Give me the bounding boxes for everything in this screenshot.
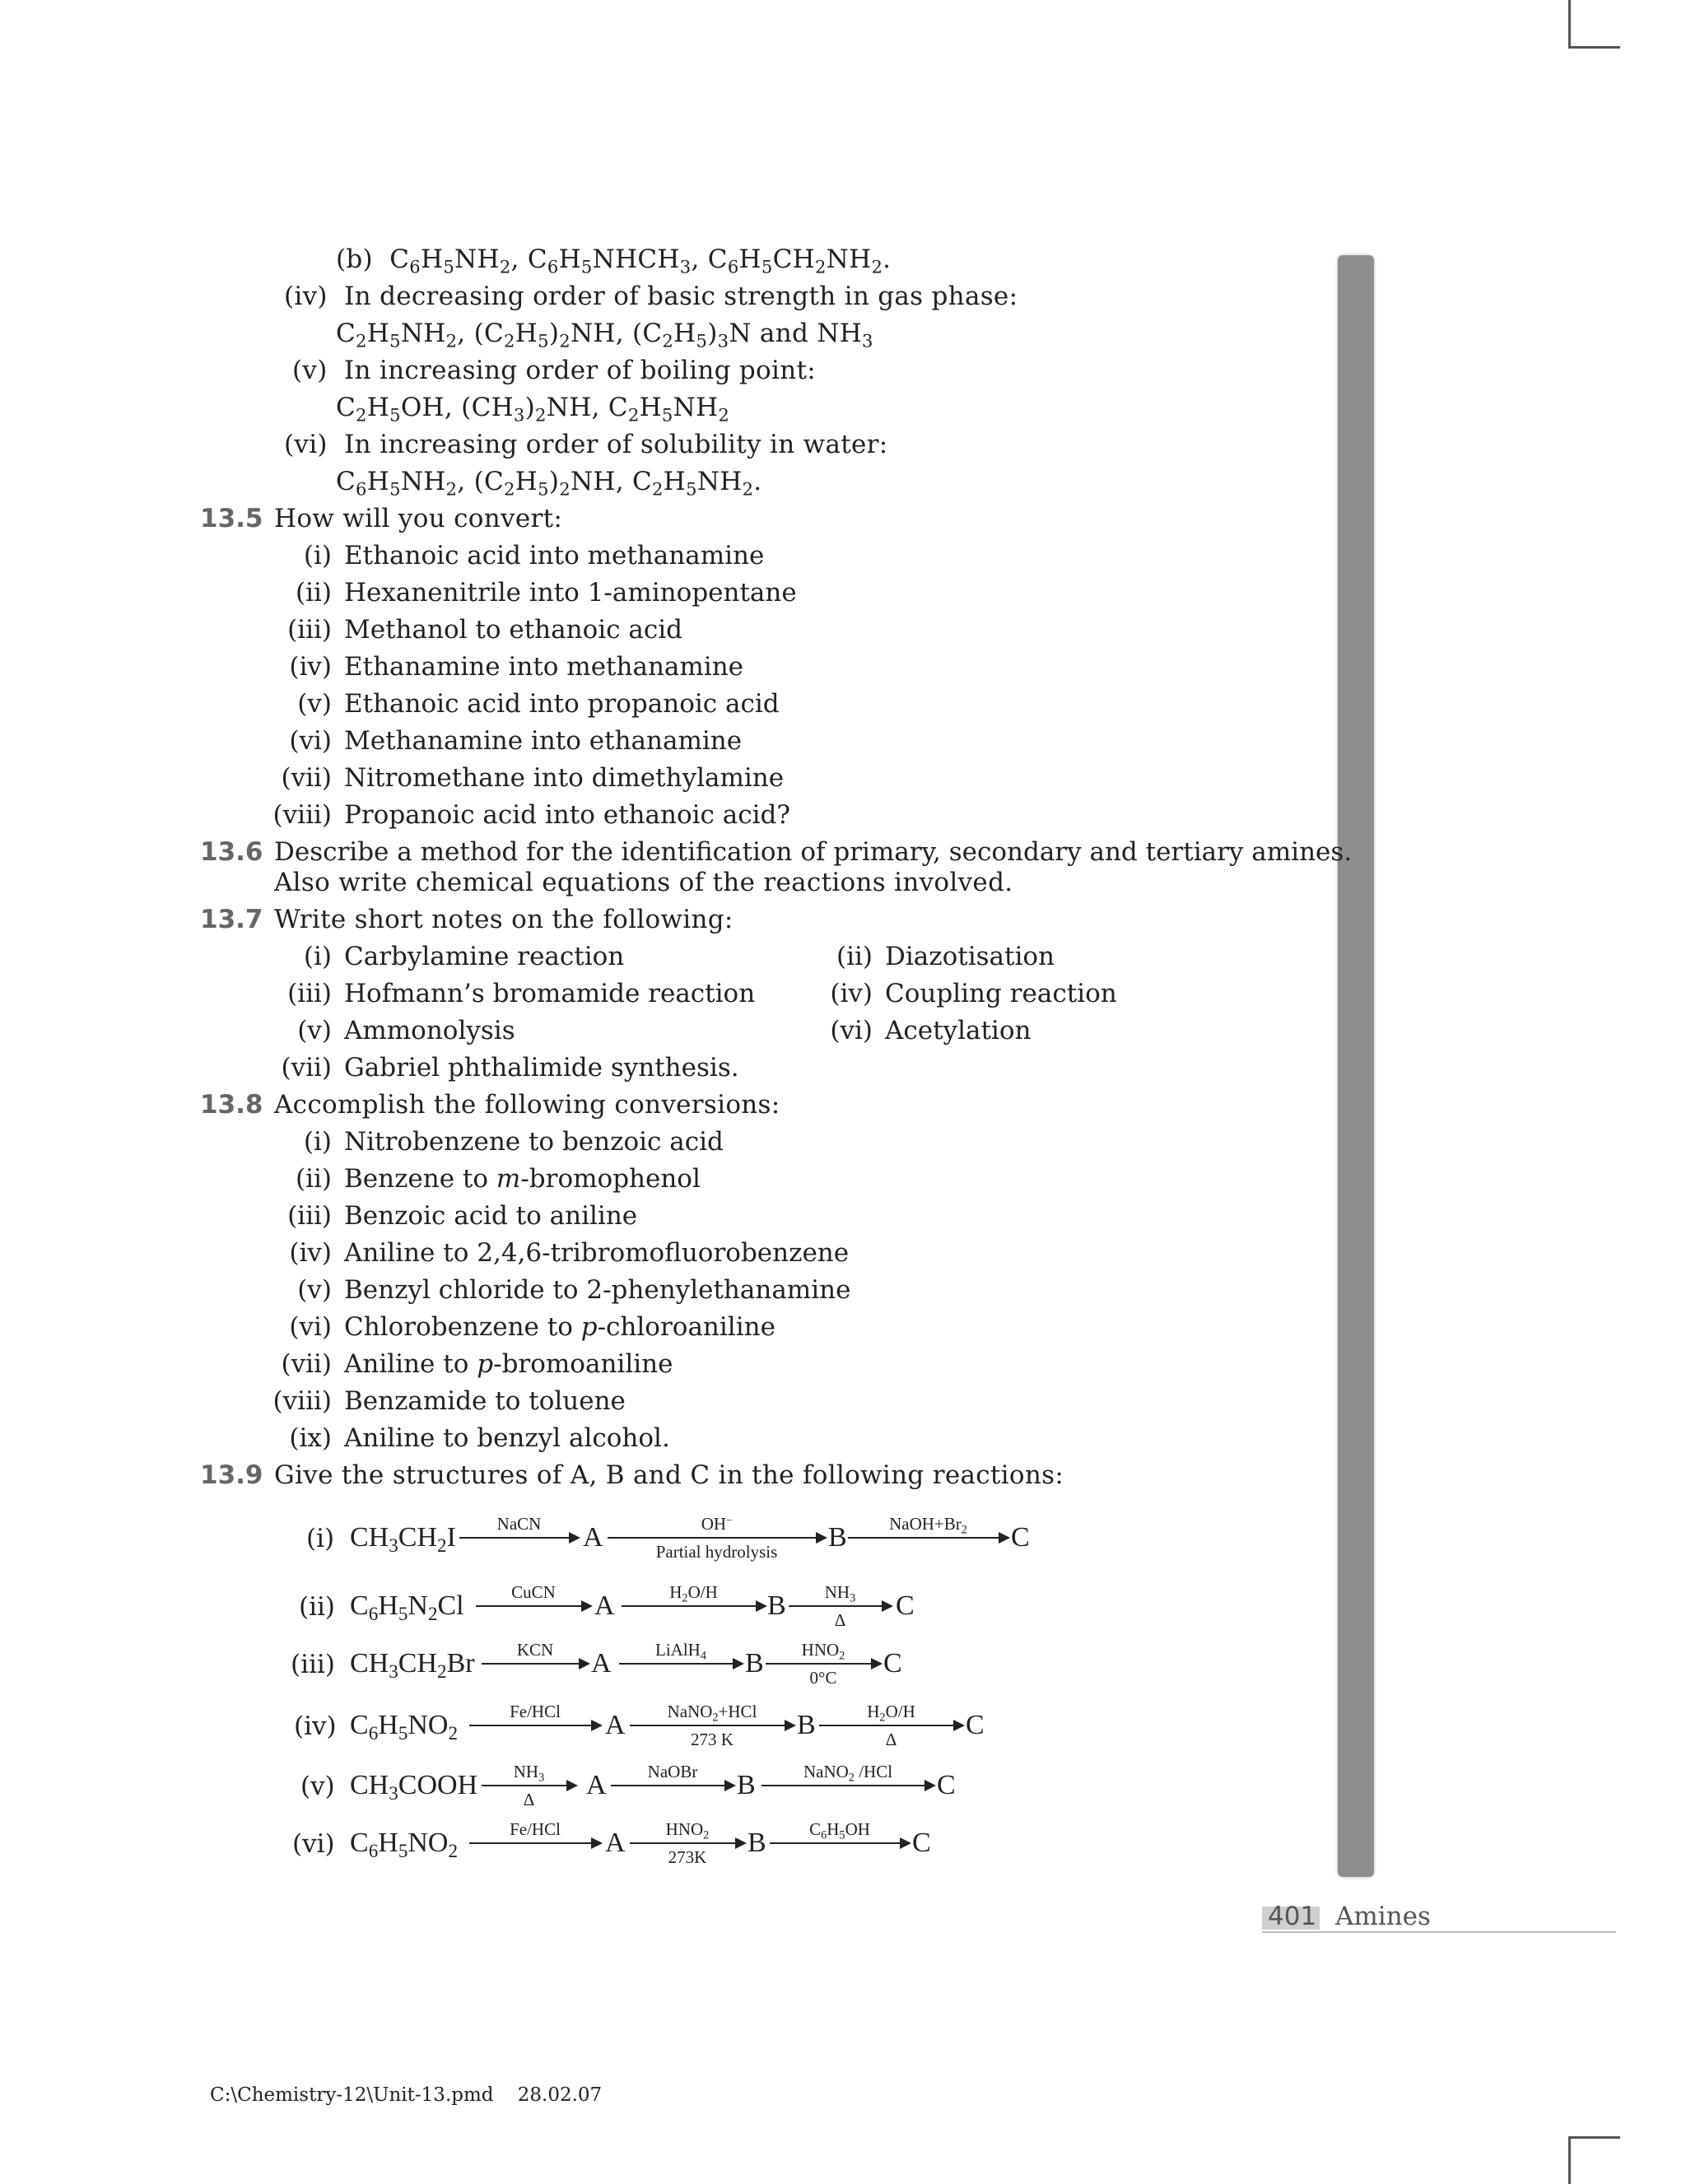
q4-iv-formula: $C_2H_5NH_2$, $(C_2H_5)_2NH$, $(C_2H_5)_3N$ and $NH_3$ bbox=[336, 319, 873, 352]
reagent: NaCN bbox=[496, 1514, 542, 1534]
reagent: $HNO_2$ bbox=[665, 1819, 710, 1842]
item-text: Benzene to m-bromophenol bbox=[344, 1164, 701, 1194]
item-text: Benzyl chloride to 2-phenylethanamine bbox=[344, 1275, 851, 1305]
q4-v-formula: $C_2H_5OH$, $(CH_3)_2NH$, $C_2H_5NH_2$ bbox=[336, 393, 730, 426]
crop-mark-bottom bbox=[1568, 2136, 1620, 2184]
item-text: Nitromethane into dimethylamine bbox=[344, 763, 785, 793]
reagent: NaNO$_2$ /HCl bbox=[803, 1762, 893, 1785]
question-number: 13.7 bbox=[200, 905, 263, 934]
item-text: Nitrobenzene to benzoic acid bbox=[344, 1127, 724, 1157]
question-text: Also write chemical equations of the reactions involved. bbox=[274, 868, 1013, 897]
item-text: Aniline to 2,4,6-tribromofluorobenzene bbox=[344, 1238, 850, 1268]
arrow bbox=[469, 1725, 601, 1726]
reaction-label: (i) bbox=[306, 1524, 335, 1553]
question-title: Accomplish the following conversions: bbox=[274, 1090, 780, 1120]
item-text: Propanoic acid into ethanoic acid? bbox=[344, 800, 790, 830]
arrow bbox=[630, 1725, 794, 1726]
product-c: C bbox=[883, 1648, 902, 1679]
item-text: Acetylation bbox=[885, 1016, 1032, 1045]
reagent: $H_2O/H$ bbox=[867, 1702, 915, 1725]
arrow bbox=[611, 1785, 734, 1786]
condition: 273 K bbox=[691, 1730, 734, 1749]
item-text: Ammonolysis bbox=[344, 1016, 515, 1045]
reactant: $C_6H_5N_2Cl$ bbox=[350, 1590, 464, 1625]
reactant: $C_6H_5NO_2$ bbox=[350, 1828, 459, 1862]
product-a: A bbox=[591, 1648, 612, 1679]
q4-iv-line: (iv) In decreasing order of basic strength in gas phase: bbox=[284, 282, 1018, 311]
q4-b-line: (b) $C_6H_5NH_2$, $C_6H_5NHCH_3$, $C_6H_5CH_2NH_2$. bbox=[336, 244, 892, 277]
item-text: Benzoic acid to aniline bbox=[344, 1201, 638, 1231]
reactant: $CH_3COOH$ bbox=[350, 1770, 478, 1804]
item-label: (ix) bbox=[289, 1423, 332, 1453]
reagent: $NH_3$ bbox=[513, 1762, 545, 1785]
reagent: Fe/HCl bbox=[510, 1819, 561, 1839]
item-text: Gabriel phthalimide synthesis. bbox=[344, 1053, 739, 1083]
item-label: (vii) bbox=[281, 763, 332, 793]
q4-vi-line: (vi) In increasing order of solubility in water: bbox=[284, 430, 888, 459]
product-b: B bbox=[767, 1590, 786, 1621]
product-c: C bbox=[912, 1828, 931, 1858]
margin-bar bbox=[1338, 255, 1374, 1877]
item-label: (ii) bbox=[295, 1164, 332, 1194]
question-title: How will you convert: bbox=[274, 504, 563, 533]
item-label: (ii) bbox=[836, 942, 873, 971]
reaction-label: (v) bbox=[300, 1772, 335, 1801]
product-c: C bbox=[896, 1590, 915, 1621]
arrow bbox=[766, 1663, 881, 1665]
item-text: Aniline to benzyl alcohol. bbox=[344, 1423, 670, 1453]
question-number: 13.5 bbox=[200, 504, 263, 533]
product-b: B bbox=[828, 1522, 847, 1553]
item-label: (i) bbox=[303, 1127, 332, 1157]
item-text: Methanamine into ethanamine bbox=[344, 726, 743, 756]
arrow bbox=[789, 1605, 892, 1607]
product-c: C bbox=[1011, 1522, 1030, 1553]
footer-rule bbox=[1262, 1931, 1616, 1933]
product-b: B bbox=[737, 1770, 756, 1800]
product-a: A bbox=[594, 1590, 615, 1621]
item-text: Diazotisation bbox=[885, 942, 1055, 971]
reagent: OH− bbox=[701, 1514, 733, 1534]
reactant: $CH_3CH_2Br$ bbox=[350, 1648, 475, 1683]
product-b: B bbox=[748, 1828, 766, 1858]
condition: 0°C bbox=[809, 1668, 837, 1688]
arrow bbox=[469, 1842, 601, 1844]
item-label: (i) bbox=[303, 541, 332, 570]
arrow bbox=[459, 1537, 579, 1539]
product-b: B bbox=[797, 1710, 816, 1740]
item-label: (iii) bbox=[287, 979, 332, 1008]
item-label: (v) bbox=[297, 1016, 332, 1045]
item-label: (i) bbox=[303, 942, 332, 971]
item-label: (iv) bbox=[289, 1238, 332, 1268]
product-a: A bbox=[586, 1770, 607, 1800]
condition: 273K bbox=[668, 1847, 707, 1867]
item-label: (vi) bbox=[830, 1016, 873, 1045]
file-path: C:\Chemistry-12\Unit-13.pmd 28.02.07 bbox=[210, 2084, 603, 2106]
reaction-label: (iii) bbox=[291, 1650, 335, 1679]
item-text: Ethanoic acid into methanamine bbox=[344, 541, 765, 570]
arrow bbox=[770, 1842, 910, 1844]
arrow bbox=[761, 1785, 934, 1786]
product-c: C bbox=[937, 1770, 956, 1800]
reactant: $C_6H_5NO_2$ bbox=[350, 1710, 459, 1744]
q4-v-line: (v) In increasing order of boiling point: bbox=[292, 356, 817, 385]
item-label: (vi) bbox=[289, 726, 332, 756]
item-label: (iv) bbox=[289, 652, 332, 682]
arrow bbox=[476, 1605, 591, 1607]
product-a: A bbox=[605, 1828, 626, 1858]
reaction-label: (iv) bbox=[294, 1711, 337, 1741]
arrow bbox=[482, 1785, 576, 1786]
item-label: (ii) bbox=[295, 578, 332, 608]
page-number: 401 bbox=[1268, 1902, 1317, 1931]
product-a: A bbox=[583, 1522, 603, 1553]
condition: Δ bbox=[885, 1730, 897, 1749]
item-text: Hofmann’s bromamide reaction bbox=[344, 979, 756, 1008]
condition: Partial hydrolysis bbox=[655, 1542, 778, 1562]
reagent: KCN bbox=[516, 1640, 554, 1660]
crop-mark-top bbox=[1568, 0, 1620, 49]
reagent: $NH_3$ bbox=[824, 1582, 856, 1605]
item-label: (vii) bbox=[281, 1349, 332, 1379]
reagent: $H_2O/H$ bbox=[669, 1582, 718, 1605]
reagent: $HNO_2$ bbox=[801, 1640, 845, 1663]
item-text: Coupling reaction bbox=[885, 979, 1117, 1008]
question-number: 13.6 bbox=[200, 837, 263, 867]
reaction-label: (vi) bbox=[292, 1829, 335, 1859]
question-number: 13.9 bbox=[200, 1460, 263, 1490]
item-label: (v) bbox=[297, 1275, 332, 1305]
question-text: Describe a method for the identification of primary, secondary and tertiary amines. bbox=[274, 837, 1353, 867]
item-text: Chlorobenzene to p-chloroaniline bbox=[344, 1312, 775, 1342]
reagent: Fe/HCl bbox=[510, 1702, 561, 1721]
product-a: A bbox=[605, 1710, 626, 1740]
arrow bbox=[482, 1663, 589, 1665]
arrow bbox=[622, 1605, 766, 1607]
reagent: $NaOH+Br_2$ bbox=[889, 1514, 967, 1537]
item-label: (viii) bbox=[272, 800, 332, 830]
arrow bbox=[848, 1537, 1008, 1539]
item-label: (vi) bbox=[289, 1312, 332, 1342]
item-text: Carbylamine reaction bbox=[344, 942, 625, 971]
condition: Δ bbox=[523, 1790, 535, 1809]
item-label: (iii) bbox=[287, 1201, 332, 1231]
item-label: (viii) bbox=[272, 1386, 332, 1416]
item-text: Hexanenitrile into 1-aminopentane bbox=[344, 578, 797, 608]
item-text: Benzamide to toluene bbox=[344, 1386, 626, 1416]
question-number: 13.8 bbox=[200, 1090, 263, 1120]
item-text: Ethanamine into methanamine bbox=[344, 652, 744, 682]
reagent: LiAlH$_4$ bbox=[655, 1640, 706, 1663]
arrow bbox=[630, 1842, 745, 1844]
arrow bbox=[619, 1663, 743, 1665]
item-label: (iii) bbox=[287, 615, 332, 645]
product-c: C bbox=[966, 1710, 985, 1740]
question-title: Give the structures of A, B and C in the following reactions: bbox=[274, 1460, 1064, 1490]
chapter-title: Amines bbox=[1335, 1902, 1431, 1931]
question-title: Write short notes on the following: bbox=[274, 905, 734, 934]
arrow bbox=[608, 1537, 826, 1539]
condition: Δ bbox=[834, 1610, 846, 1630]
reagent: NaNO$_2$+HCl bbox=[667, 1702, 757, 1725]
product-b: B bbox=[745, 1648, 764, 1679]
item-label: (iv) bbox=[830, 979, 873, 1008]
item-text: Ethanoic acid into propanoic acid bbox=[344, 689, 780, 719]
reagent: CuCN bbox=[511, 1582, 556, 1602]
q4-vi-formula: $C_6H_5NH_2$, $(C_2H_5)_2NH$, $C_2H_5NH_2$. bbox=[336, 467, 762, 500]
item-text: Methanol to ethanoic acid bbox=[344, 615, 682, 645]
reactant: $CH_3CH_2I$ bbox=[350, 1522, 456, 1557]
reaction-label: (ii) bbox=[299, 1592, 336, 1622]
item-label: (v) bbox=[297, 689, 332, 719]
reagent: NaOBr bbox=[647, 1762, 698, 1781]
item-label: (vii) bbox=[281, 1053, 332, 1083]
arrow bbox=[819, 1725, 963, 1726]
item-text: Aniline to p-bromoaniline bbox=[344, 1349, 673, 1379]
reagent: $C_6H_5OH$ bbox=[809, 1819, 870, 1842]
